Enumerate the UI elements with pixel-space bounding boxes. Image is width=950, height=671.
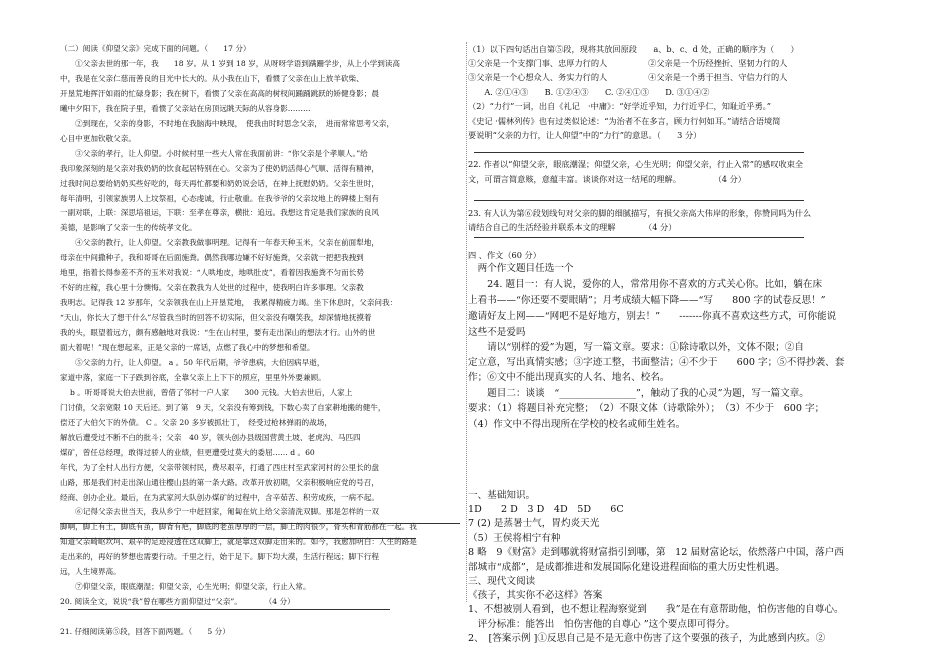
right-text-line: 要说明“父亲的力行，让人仰望”中的“力行”的意思。（ 3 分） [468, 130, 702, 140]
left-text-line: 门讨债，父亲宽限 10 天后还。到了第 9 天，父亲没有筹到钱，下数心卖了自家耕地搬的健牛， [60, 403, 386, 412]
right-text-line: 三、现代文阅读 [468, 576, 536, 587]
underline [60, 538, 416, 539]
left-text-line: 我印象深刻的是父亲对我奶奶的饮食起居特别在心。父亲为了使奶奶活得心气顺、活得有精神， [60, 164, 379, 173]
right-text-line: 定立意，写出真情实感；③字迹工整，书面整洁；④不少于 600 字；⑤不得抄袭、套 [468, 357, 845, 368]
right-text-line: 1、不想被别人看到，也不想让程海察觉到 我”是在有意帮助他，怕伤害他的自尊心。 [468, 604, 844, 615]
left-text-line: 地里，指着长得参差不齐的玉米对我说：“人哄地皮，地哄肚皮”，看着因我施粪不匀而长势 [60, 268, 364, 277]
left-text-line: 走出来的，再好的梦想也需要行动。千里之行，始于足下。脚下均大漠，生活行程远；脚下行程 [60, 552, 379, 561]
right-text-line: （1）以下四句话出自第⑤段，现将其放回原段 a、b、c、d 处，正确的顺序为（ ） [468, 44, 799, 54]
left-text-line: 煤矿，曾任总经理，敢得过骄人的业绩，但更遭受过莫大的委屈…… d 。60 [60, 448, 315, 457]
left-text-line: 我明志。记得我 12 岁那年，父亲领我在山上开垦荒地， 我累得精疲力竭。坐下休息时，父亲问我： [60, 298, 398, 307]
answer-line [474, 200, 804, 201]
left-text-line: 解放后遭受过不断不白的批斗；父亲 40 岁，领头创办县级国营黄土坡、老虎沟、马匹四 [60, 433, 361, 442]
right-text-line: （4）作文中不得出现所在学校的校名或师生姓名。 [468, 419, 686, 430]
right-text-line: 部城市“成都”，是成都推进和发展国际化建设进程面临的重大历史性机遇。 [468, 562, 785, 573]
left-text-line: “天山，你长大了想干什么”尽管我当时的回答不切实际，但父亲没有嘲笑我，却深情地抚摸着 [60, 313, 372, 322]
left-text-line: 开垦荒地挥汗如雨的忙碌身影；我在树下，看惯了父亲在高高的树杈间踊踊跳跃的矫健身影；晨 [60, 89, 379, 98]
left-text-line: 家道中落，家庭一下子跌到谷底，全靠父亲上上下下的照应，里里外外要兼顾。 [60, 373, 326, 382]
left-text-line: 经商、创办企业。最后，在为武家河大队创办煤矿的过程中，含辛茹苦、积劳成疾，一病不起。 [60, 493, 379, 502]
answer-line [474, 152, 804, 153]
right-text-line: 23. 有人认为第⑥段划线句对父亲的脚的细腻描写，有损父亲高大伟岸的形象，你赞同吗为什么 [468, 208, 812, 218]
left-text-line: 偿还了大伯欠下的外债。 C 。父亲 20 多岁被抓壮丁， 经受过枪林弹雨的战场， [60, 418, 332, 427]
right-text-line: 题目二：谈谈 “________________”，触动了我的心灵”为题，写一篇文章。 [468, 388, 809, 399]
right-text-line: 上看书——“你还要不要眼睛”；月考成绩大幅下降——“写 800 字的试卷反思！” [468, 295, 826, 306]
right-text-line: 邀请好友上网——“网吧不是好地方，别去！” -------你真不喜欢这些方式，可你能说 [468, 311, 837, 322]
right-text-line: 这些不是爱吗 [468, 327, 526, 338]
left-text-line: b 。听哥哥说大伯去世前，曾借了邻村一户人家 300 元钱。大伯去世后，人家上 [60, 388, 353, 397]
right-text-line: 22. 作者以“仰望父亲，眼底潮湿；仰望父亲，心生光明；仰望父亲，行止入常”的感叹收束全 [468, 159, 804, 169]
underline [60, 523, 460, 524]
left-text-line: 过我时间总要给奶奶买些好吃的，每天再忙都要和奶奶说会话，在神上抚慰奶奶。父亲生世时， [60, 179, 379, 188]
right-text-line: 7 (2) 是蒸暑士气，胃灼炎天光 [468, 518, 600, 529]
left-text-line: 心目中更加钦敬父亲。 [60, 134, 136, 143]
right-text-line: 请以“别样的爱”为题，写一篇文章。要求：①除诗歌以外，文体不限；②自 [468, 342, 804, 353]
left-text-line: 美德，是影响了父亲一生的传统孝文化。 [60, 223, 197, 232]
left-text-line: 21. 仔细阅读第⑤段，回答下面两题。（ 5 分） [60, 627, 230, 636]
right-text-line: 24. 题目一：有人说，爱你的人，常常用你不喜欢的方式关心你。比如，躺在床 [468, 279, 823, 290]
left-text-line: 我的头，眼望着远方，颇有感触地对我说：“生在山村里，要有走出深山的想法才行。山外的世 [60, 328, 376, 337]
left-text-line: （二）阅读《仰望父亲》完成下面的问题。（ 17 分） [60, 44, 251, 53]
right-text-line: 《孩子，其实你不必这样》答案 [468, 590, 603, 601]
left-text-line: ②到现在，父亲的身影，不时地在我脑海中映现， 使我由时时思念父亲， 进而常常思考父亲， [60, 119, 395, 128]
left-text-line: ③父亲的孝行，让人仰望。小时候村里一些大人常在我面前讲：“你父亲是个孝顺人。”给 [60, 149, 368, 158]
left-text-line: 20. 阅读全文，说说“我”曾在哪些方面仰望过“父亲”。 （4 分） [60, 597, 295, 606]
right-text-line: ③父亲是一个心想众人、务实力行的人 ④父亲是一个勇于担当、守信力行的人 [468, 72, 788, 82]
left-text-line: 远，人生境界高。 [60, 567, 121, 576]
right-text-line: 要求：（1）将题目补充完整； （2）不限文体（诗歌除外）； （3）不少于 600 字； [468, 403, 825, 414]
column-divider [466, 42, 467, 602]
right-text-line: 请结合自己的生活经验并联系本文的理解 （4 分） [468, 222, 677, 232]
left-text-line: ④父亲的教行，让人仰望。父亲教我做事明理。记得有一年春天种玉米，父亲在前面犁地， [60, 238, 379, 247]
right-text-line: 2、 [答案示例 ]①反思自己是不是无意中伤害了这个要强的孩子，为此感到内疚。② [468, 633, 826, 644]
left-text-line: 每年清明，引领家族男人上坟祭祖，心态虔诚，行止敬重。在我爷爷的父亲坟地上的碑楼上刻有 [60, 194, 379, 203]
right-text-line: 8 略 9《财富》走到哪就将财富指引到哪，第 12 届财富论坛，依然落户中国，落户西 [468, 547, 844, 558]
right-text-line: 一、基础知识。 [468, 490, 536, 501]
left-text-line: 不好的庄稼，我心里十分懊悔。父亲在教我为人处世的过程中，使我明白许多事理。父亲教 [60, 283, 364, 292]
left-text-line: ⑥记得父亲去世当天，我从乡宁一中赶回家，匍匐在炕上给父亲清洗双脚。那是怎样的一双 [60, 507, 379, 516]
right-text-line: 四 、作文（60 分） [468, 250, 541, 260]
left-text-line: 母亲在中间撒种子，我和哥哥在后面施粪。偶然我哪边嫌不好好施粪，父亲就一把把我拽到 [60, 253, 364, 262]
left-text-line: 山路，那是我们村走出深山通往樱山县的第一条大路。改革开放初期，父亲积极响应党的号召， [60, 478, 379, 487]
right-text-line: 《史记 ·儒林列传》也有过类似论述：“为治者不在多言，顾力行何如耳。”请结合语境简 [468, 116, 781, 126]
right-text-line: （2）“力行”一词，出自《礼记 ·中庸》：“好学近乎知，力行近乎仁，知耻近乎勇。” [468, 101, 771, 111]
right-text-line: 两个作文题目任选一个 [468, 263, 574, 274]
answer-line [474, 237, 804, 238]
right-text-line: 作；⑥文中不能出现真实的人名、地名、校名。 [468, 372, 670, 383]
left-text-line: ⑤父亲的力行，让人仰望。 a 。50 年代后期，爷爷患病，大伯因病早逝， [60, 358, 325, 367]
left-text-line: 知道父亲崎岖坎坷、艰辛的足迹浸透在这双脚上，就是靠这双脚走出来的。如今，我愈加明白：人生的路是 [60, 537, 417, 546]
right-text-line: A. ②①④③ B. ①②④③ C. ②④①③ D. ③①④② [468, 87, 710, 97]
left-text-line: 脚啊，脚上有土，脚底有茧，脚背有疤，脚底的老茧厚厚的一层，脚上的肉很少，骨头和青筋都在一起。我 [60, 522, 417, 531]
left-text-line: 一副对联，上联：深思培祖运，下联：至孝在尊亲，横批：追远。我想这肯定是我们家族的良风 [60, 208, 379, 217]
left-text-line: 曦中夕阳下，我在院子里，看惯了父亲站在房顶远眺天际的从容身影……… [60, 104, 311, 113]
answer-line [68, 609, 390, 610]
right-text-line: 文，可谓言简意赅，意蕴丰富。谈谈你对这一结尾的理解。 （4 分） [468, 174, 746, 184]
right-text-line: 评分标准：能答出 怕伤害他的自尊心 ”这个要点即可得分。 [468, 619, 735, 630]
left-text-line: ①父亲去世的那一年，我 18 岁。从 1 岁到 18 岁，从呀呀学语到蹒跚学步，从上小学到读高 [60, 59, 400, 68]
right-text-line: ①父亲是一个支撑门事、忠厚力行的人 ②父亲是一个历经挫折、坚韧力行的人 [468, 58, 788, 68]
right-text-line: （5）王侯将相宁有种 [468, 533, 561, 544]
left-text-line: ⑦仰望父亲，眼底潮湿；仰望父亲，心生光明；仰望父亲，行止入常。 [60, 582, 311, 591]
right-text-line: 1D 2 D 3 D 4D 5D 6C [468, 504, 624, 515]
left-text-line: 中，我是在父亲仁慈而善良的目光中长大的。从小我在山下，看惯了父亲在山上放羊砍柴、 [60, 74, 364, 83]
left-text-line: 年代，为了全村人出行方便，父亲带领村民，费尽艰辛，打通了西庄村至武家河村的公里长的盘 [60, 463, 379, 472]
left-text-line: 面大着呢！”现在想起来，正是父亲的一席话，点燃了我心中的梦想和希望。 [60, 343, 315, 352]
